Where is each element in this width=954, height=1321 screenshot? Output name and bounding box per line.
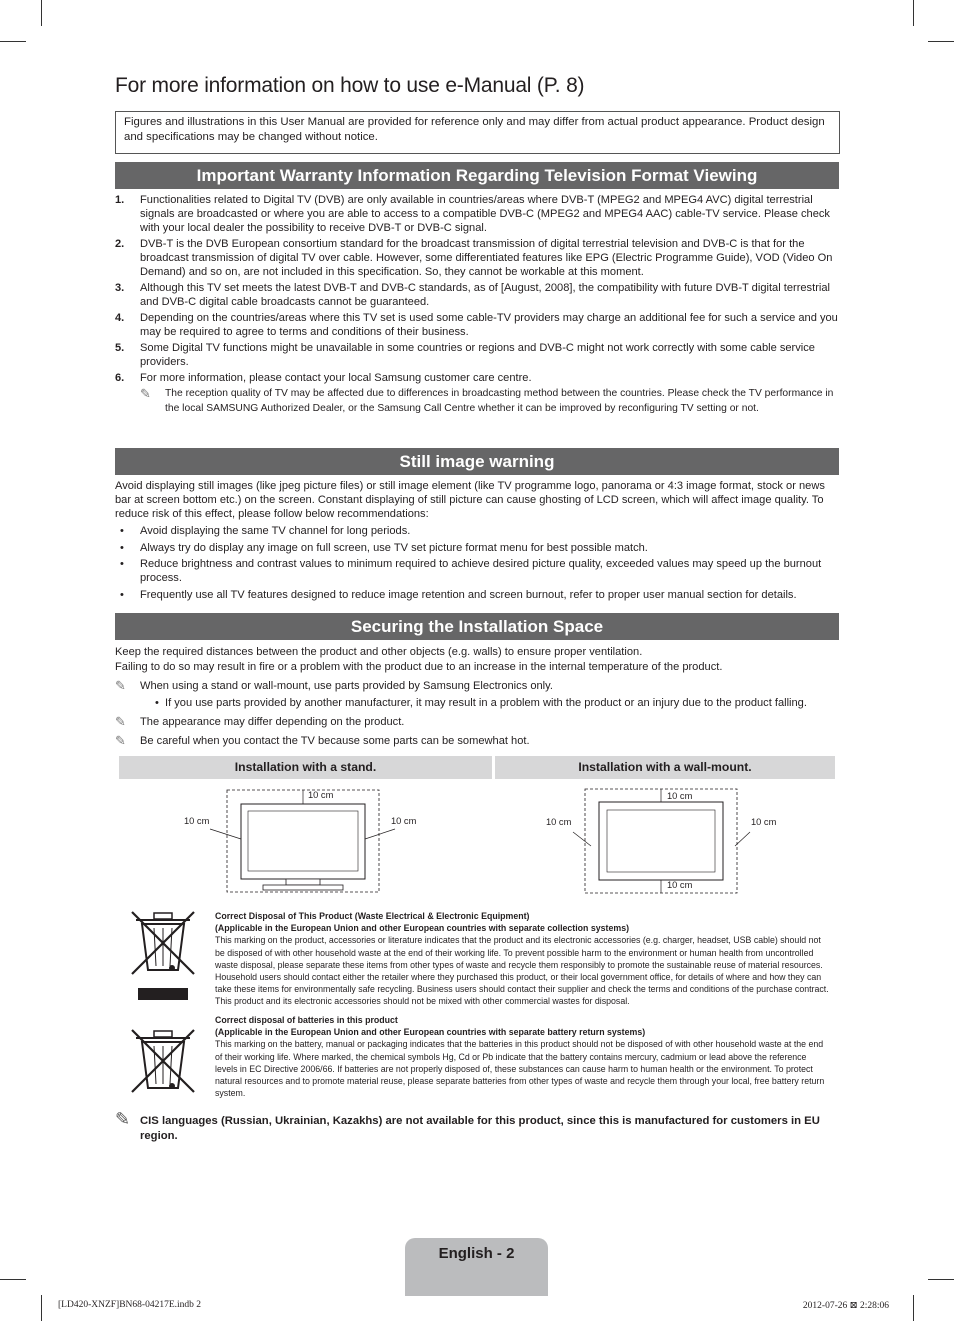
note-text: When using a stand or wall-mount, use parts provided by Samsung Electronics only. xyxy=(140,680,553,692)
list-item xyxy=(115,311,841,339)
warranty-list xyxy=(115,193,841,416)
item-number: 3. xyxy=(115,282,125,294)
reception-note xyxy=(115,387,841,416)
bottom-distance-label: 10 cm xyxy=(667,880,693,890)
list-item: • Frequently use all TV features designed to reduce image retention and screen burnout, refer to proper user manual section for details. xyxy=(120,588,797,601)
crop-mark xyxy=(928,1279,954,1280)
weee-body: This marking on the product, accessories or literature indicates that the product and its electronic accessories (e.g. charger, headset, USB cable) should not be disposed of with other household waste at the end of their working life. To prevent possible harm to the environment or human health from uncontrolled waste disposal, please separate these items from other types of waste and recycle them responsibly to promote the sustainable reuse of material resources. Household users should contact either the retailer where they purchased this product, or their local government office, for details of where and how they can take these items for environmentally safe recycling. Business users should contact their supplier and check the terms and conditions of the purchase contract. This product and its electronic accessories should not be mixed with other commercial wastes for disposal. xyxy=(215,935,829,1007)
installation-intro-2: Failing to do so may result in fire or a problem with the product due to an increase in the internal temperature of the product. xyxy=(115,661,723,673)
tv-bezel xyxy=(241,804,365,879)
crop-mark xyxy=(913,0,914,26)
weee-disposal-text xyxy=(215,910,830,1008)
list-item xyxy=(115,193,841,235)
item-text: Although this TV set meets the latest DVB-T and DVB-C standards, as of [August, 2008], the compatibility with future DVB-T digital terrestrial and DVB-C digital cable broadcasts cannot be guaranteed. xyxy=(140,282,830,308)
installation-section xyxy=(115,645,841,748)
crop-mark xyxy=(913,1295,914,1321)
bullet-text: Always try do display any image on full screen, use TV set picture format menu for best possible match. xyxy=(140,541,648,554)
installation-note xyxy=(115,715,841,729)
list-item: • Always try do display any image on full screen, use TV set picture format menu for best possible match. xyxy=(120,541,648,554)
battery-body: This marking on the battery, manual or packaging indicates that the batteries in this product should not be disposed of with other household waste at the end of their working life. Where marked, the chemical symbols Hg, Cd or Pb indicate that the battery contains mercury, cadmium or lead above the reference levels in EC Directive 2006/66. If batteries are not properly disposed of, these substances can cause harm to human health or the environment. To protect natural resources and to promote material reuse, please separate batteries from other types of waste and recycle them through your local, free battery return system. xyxy=(215,1039,825,1099)
crop-mark xyxy=(0,1279,26,1280)
weee-subheading: (Applicable in the European Union and other European countries with separate collection systems) xyxy=(215,923,630,934)
left-distance-line xyxy=(210,829,241,839)
wall-installation-diagram xyxy=(545,784,785,896)
crop-mark xyxy=(928,41,954,42)
right-distance-label: 10 cm xyxy=(751,817,777,827)
installation-heading: Securing the Installation Space xyxy=(115,613,839,640)
top-distance-label: 10 cm xyxy=(308,790,334,800)
pencil-note-icon: ✎ xyxy=(115,1109,131,1129)
pencil-note-icon: ✎ xyxy=(115,678,126,693)
installation-intro-1: Keep the required distances between the product and other objects (e.g. walls) to ensure proper ventilation. xyxy=(115,646,643,658)
disclaimer-box: Figures and illustrations in this User Manual are provided for reference only and may differ from actual product appearance. Product design and specifications may be changed without notice. xyxy=(115,111,840,154)
crop-mark xyxy=(41,1295,42,1321)
bullet-text: Reduce brightness and contrast values to minimum required to achieve desired picture quality, exceeded values may speed up the burnout process. xyxy=(140,558,822,584)
pencil-note-icon: ✎ xyxy=(115,733,126,748)
cis-language-note xyxy=(115,1109,841,1143)
list-item xyxy=(115,281,841,309)
battery-heading: Correct disposal of batteries in this product xyxy=(215,1015,398,1025)
list-item xyxy=(115,237,841,279)
item-number: 5. xyxy=(115,342,125,354)
left-distance-label: 10 cm xyxy=(184,816,210,826)
item-text: For more information, please contact your local Samsung customer care centre. xyxy=(140,372,532,384)
pencil-note-icon: ✎ xyxy=(115,714,126,729)
note-text: The appearance may differ depending on the product. xyxy=(140,716,405,728)
right-distance-line xyxy=(365,829,395,839)
item-text: Depending on the countries/areas where this TV set is used some cable-TV providers may charge an additional fee for such a service and you may be required to agree to terms and conditions of their business. xyxy=(140,312,838,338)
tv-bezel xyxy=(599,802,723,880)
footer-file-info: [LD420-XNZF]BN68-04217E.indb 2 xyxy=(58,1300,202,1310)
crossed-out-bin-battery-icon xyxy=(128,1026,198,1098)
installation-note xyxy=(115,679,841,693)
still-image-intro: Avoid displaying still images (like jpeg picture files) or still image element (like TV programme logo, panorama or 4:3 image format, stock or news bar at screen bottom etc.) on the screen. Constant displaying of still picture can cause ghosting of LCD screen, which will affect image quality. To reduce risk of this effect, please follow below recommendations: xyxy=(115,480,825,520)
item-text: Functionalities related to Digital TV (DVB) are only available in countries/areas where DVB-T (MPEG2 and MPEG4 AVC) digital terrestrial signals are broadcasted or where you are able to access to a compatible DVB-C (MPEG2 and MPEG4 AAC) cable-TV service. Please check with your local dealer the possibility to receive DVB-T or DVB-C signal. xyxy=(140,194,830,234)
cis-note-text: CIS languages (Russian, Ukrainian, Kazakhs) are not available for this product, since this is manufactured for customers in EU region. xyxy=(140,1115,820,1142)
crop-mark xyxy=(0,41,26,42)
wall-installation-header: Installation with a wall-mount. xyxy=(495,756,835,779)
note-text: The reception quality of TV may be affected due to differences in broadcasting method between the countries. Please check the TV performance in the local SAMSUNG Authorized Dealer, or the Samsung Call Centre whether it can be improved by reconfiguring TV setting or not. xyxy=(165,388,834,414)
item-number: 4. xyxy=(115,312,125,324)
list-item xyxy=(115,341,841,369)
bullet-text: Avoid displaying the same TV channel for long periods. xyxy=(140,525,411,537)
right-distance-label: 10 cm xyxy=(391,816,417,826)
list-item: • Reduce brightness and contrast values to minimum required to achieve desired picture quality, exceeded values may speed up the burnout process. xyxy=(120,558,822,584)
still-image-section xyxy=(115,479,841,604)
battery-disposal-text xyxy=(215,1014,830,1099)
bullet-text: If you use parts provided by another manufacturer, it may result in a problem with the product or an injury due to the product falling. xyxy=(165,697,807,709)
tv-stand-neck xyxy=(286,879,320,885)
left-distance-line xyxy=(573,832,591,846)
left-distance-label: 10 cm xyxy=(546,817,572,827)
page-number-tab: English - 2 xyxy=(405,1238,548,1296)
weee-heading: Correct Disposal of This Product (Waste Electrical & Electronic Equipment) xyxy=(215,911,530,921)
still-image-heading: Still image warning xyxy=(115,448,839,475)
item-text: Some Digital TV functions might be unavailable in some countries or regions and DVB-C might not work correctly with some cable service providers. xyxy=(140,342,815,368)
bullet-text: Frequently use all TV features designed to reduce image retention and screen burnout, refer to proper user manual section for details. xyxy=(140,588,797,601)
footer-timestamp: 2012-07-26 ⊠ 2:28:06 xyxy=(802,1301,889,1311)
warranty-heading: Important Warranty Information Regarding Television Format Viewing xyxy=(115,162,839,189)
installation-note xyxy=(115,734,841,748)
crossed-out-wheelie-bin-icon xyxy=(128,908,198,1003)
item-number: 6. xyxy=(115,372,125,384)
pencil-note-icon: ✎ xyxy=(140,386,151,401)
stand-installation-diagram xyxy=(180,784,430,894)
stand-installation-header: Installation with a stand. xyxy=(119,756,492,779)
battery-subheading: (Applicable in the European Union and other European countries with separate battery return systems) xyxy=(215,1027,646,1038)
list-item xyxy=(115,371,841,385)
crop-mark xyxy=(41,0,42,26)
item-number: 2. xyxy=(115,238,125,250)
page-title: For more information on how to use e-Manual (P. 8) xyxy=(115,74,585,97)
top-distance-label: 10 cm xyxy=(667,791,693,801)
note-text: Be careful when you contact the TV because some parts can be somewhat hot. xyxy=(140,735,530,747)
list-item: • Avoid displaying the same TV channel for long periods. xyxy=(120,525,411,537)
tv-stand-base xyxy=(263,885,343,890)
item-text: DVB-T is the DVB European consortium standard for the broadcast transmission of digital terrestrial television and DVB-C is that for the broadcast transmission of digital TV over cable. However, some differentiated features like EPG (Electric Programme Guide), VOD (Video On Demand) and so on, are not included in this specification. So, they cannot be workable at this moment. xyxy=(140,238,833,278)
sub-bullet: • If you use parts provided by another manufacturer, it may result in a problem with the product or an injury due to the product falling. xyxy=(155,697,807,709)
item-number: 1. xyxy=(115,194,125,206)
